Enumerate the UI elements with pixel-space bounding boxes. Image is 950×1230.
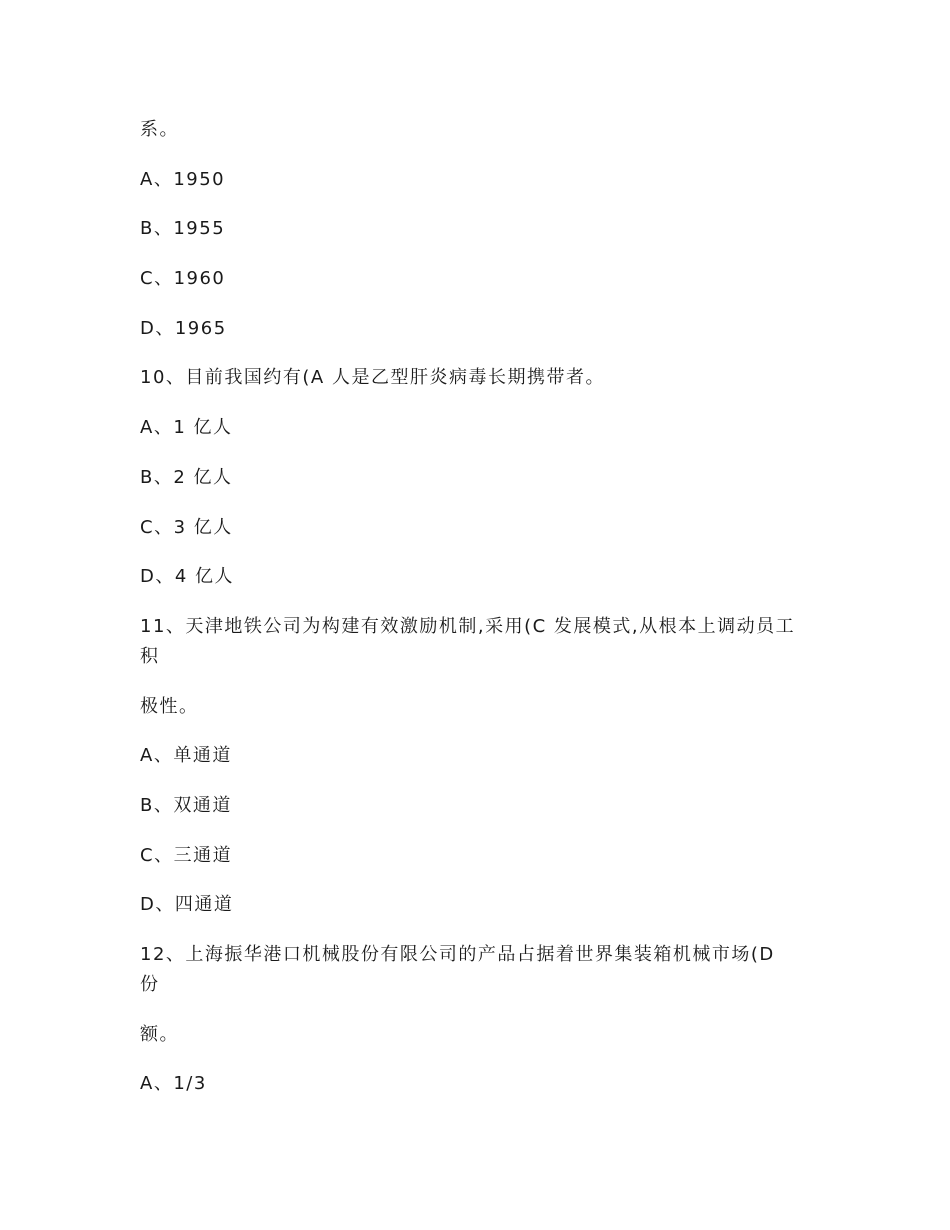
option-a: A、1950 [140,168,226,190]
option-b: B、2 亿人 [140,466,233,488]
option-d: D、4 亿人 [140,566,235,588]
question-11: 11、天津地铁公司为构建有效激励机制,采用(C 发展模式,从根本上调动员工积 [140,615,796,667]
option-a: A、1/3 [140,1073,207,1095]
option-d: D、四通道 [140,894,234,916]
text-line: 极性。 [140,695,199,717]
option-a: A、单通道 [140,745,232,767]
option-c: C、1960 [140,268,226,290]
question-12: 12、上海振华港口机械股份有限公司的产品占据着世界集装箱机械市场(D 份 [140,944,775,995]
option-b: B、1955 [140,218,226,240]
document-body [140,115,800,1119]
option-c: C、3 亿人 [140,516,233,538]
question-10: 10、目前我国约有(A 人是乙型肝炎病毒长期携带者。 [140,367,605,389]
option-b: B、双通道 [140,794,232,816]
text-line: 额。 [140,1023,179,1045]
text-line: 系。 [140,119,179,140]
option-d: D、1965 [140,317,227,339]
option-c: C、三通道 [140,844,233,866]
option-a: A、1 亿人 [140,417,233,439]
